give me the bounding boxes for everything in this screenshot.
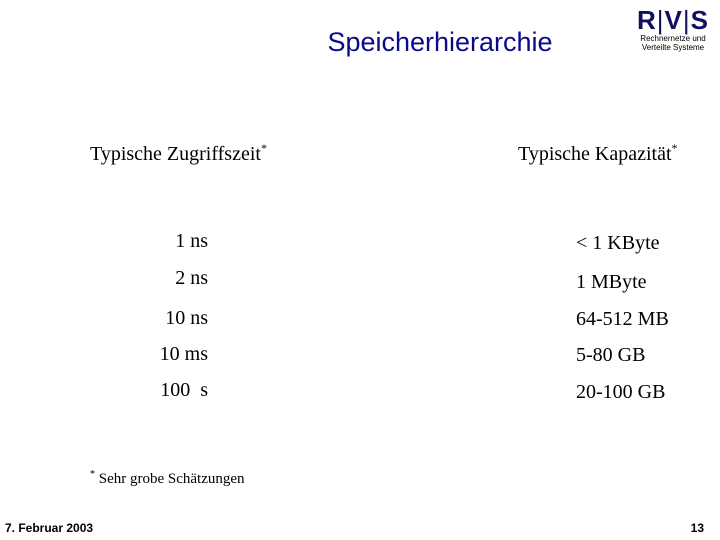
capacity-value: < 1 KByte [576, 232, 660, 254]
logo-mark [626, 6, 720, 34]
footnote-text: Sehr grobe Schätzungen [95, 471, 245, 487]
rvs-logo [626, 6, 720, 56]
logo-subtitle-line2: Verteilte Systeme [641, 43, 705, 52]
logo-divider: | [682, 5, 691, 35]
logo-subtitle-line1: Rechnernetze und [640, 34, 706, 43]
capacity-header-label: Typische Kapazität [518, 143, 672, 165]
footnote [90, 466, 245, 488]
access-time-header [90, 136, 267, 166]
access-time-header-marker: * [260, 141, 267, 155]
logo-divider: | [656, 5, 665, 35]
capacity-header-marker: * [671, 141, 678, 155]
logo-letter-s: S [690, 5, 709, 35]
capacity-value: 64-512 MB [576, 308, 669, 330]
capacity-value: 5-80 GB [576, 344, 646, 366]
logo-letter-r: R [637, 5, 657, 35]
footnote-marker: * [90, 469, 95, 480]
access-time-value: 1 ns [175, 230, 208, 252]
access-time-value: 2 ns [175, 267, 208, 289]
logo-letter-v: V [664, 5, 683, 35]
footer-date: 7. Februar 2003 [5, 521, 94, 535]
capacity-value: 20-100 GB [576, 381, 666, 403]
access-time-value: 10 ms [159, 343, 208, 365]
capacity-value: 1 MByte [576, 271, 647, 293]
access-time-header-label: Typische Zugriffszeit [90, 143, 261, 165]
capacity-header [518, 136, 678, 166]
access-time-value: 100 s [160, 379, 208, 401]
slide-title: Speicherhierarchie [327, 27, 553, 57]
access-time-value: 10 ns [165, 307, 208, 329]
page-number: 13 [690, 521, 704, 535]
